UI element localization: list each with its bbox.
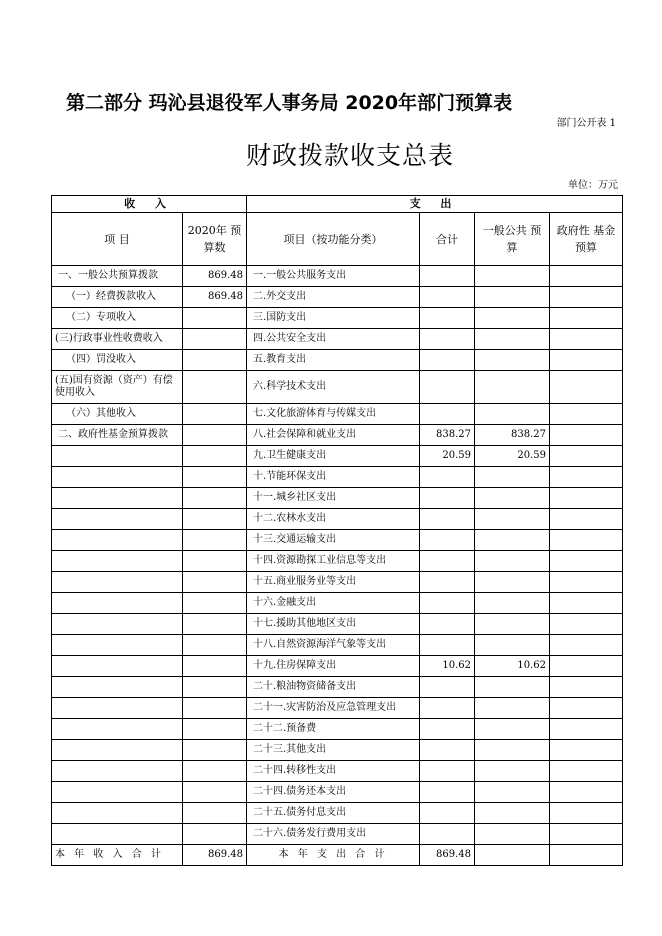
expense-item-cell: 四.公共安全支出 bbox=[247, 329, 420, 350]
income-amount-cell bbox=[183, 635, 247, 656]
expense-fund-cell bbox=[550, 572, 623, 593]
expense-general-cell bbox=[475, 719, 550, 740]
income-item-cell bbox=[52, 614, 183, 635]
expense-general-cell: 838.27 bbox=[475, 425, 550, 446]
expense-section-header: 支 出 bbox=[247, 196, 623, 213]
table-row bbox=[52, 803, 623, 824]
table-row bbox=[52, 698, 623, 719]
income-item-cell bbox=[52, 740, 183, 761]
expense-fund-cell bbox=[550, 614, 623, 635]
expense-general-cell bbox=[475, 467, 550, 488]
income-item-cell bbox=[52, 530, 183, 551]
expense-item-cell: 二十二.预备费 bbox=[247, 719, 420, 740]
expense-general-cell bbox=[475, 803, 550, 824]
expense-total-cell bbox=[420, 404, 475, 425]
income-item-cell bbox=[52, 467, 183, 488]
expense-item-cell: 八.社会保障和就业支出 bbox=[247, 425, 420, 446]
expense-total-cell bbox=[420, 824, 475, 845]
table-row bbox=[52, 572, 623, 593]
income-section-header: 收 入 bbox=[52, 196, 247, 213]
table-row bbox=[52, 467, 623, 488]
expense-general-cell: 10.62 bbox=[475, 656, 550, 677]
expense-item-cell: 二十六.债务发行费用支出 bbox=[247, 824, 420, 845]
expense-item-cell: 二十五.债务付息支出 bbox=[247, 803, 420, 824]
expense-general-header: 一般公共 预算 bbox=[475, 213, 550, 266]
expense-fund-cell bbox=[550, 635, 623, 656]
income-item-cell bbox=[52, 761, 183, 782]
table-row bbox=[52, 782, 623, 803]
income-amount-cell bbox=[183, 308, 247, 329]
income-amount-cell bbox=[183, 350, 247, 371]
expense-item-cell: 六.科学技术支出 bbox=[247, 371, 420, 404]
income-item-cell bbox=[52, 509, 183, 530]
income-amount-cell bbox=[183, 530, 247, 551]
expense-general-cell bbox=[475, 488, 550, 509]
income-item-cell: （二）专项收入 bbox=[52, 308, 183, 329]
income-amount-cell bbox=[183, 551, 247, 572]
income-item-cell bbox=[52, 782, 183, 803]
expense-general-cell bbox=[475, 509, 550, 530]
expense-general-cell bbox=[475, 266, 550, 287]
expense-item-header: 项目（按功能分类） bbox=[247, 213, 420, 266]
income-item-cell: 二、政府性基金预算拨款 bbox=[52, 425, 183, 446]
income-item-cell bbox=[52, 488, 183, 509]
expense-total-cell bbox=[420, 635, 475, 656]
expense-item-cell: 十五.商业服务业等支出 bbox=[247, 572, 420, 593]
part-title: 第二部分 玛沁县退役军人事务局 2020年部门预算表 bbox=[66, 92, 513, 114]
table-row bbox=[52, 719, 623, 740]
income-item-cell: （四）罚没收入 bbox=[52, 350, 183, 371]
expense-fund-cell bbox=[550, 488, 623, 509]
expense-total-cell bbox=[420, 572, 475, 593]
table-row bbox=[52, 266, 623, 287]
income-amount-cell bbox=[183, 698, 247, 719]
expense-fund-cell bbox=[550, 350, 623, 371]
expense-item-cell: 十九.住房保障支出 bbox=[247, 656, 420, 677]
expense-item-cell: 十七.援助其他地区支出 bbox=[247, 614, 420, 635]
expense-fund-total bbox=[550, 845, 623, 866]
expense-item-cell: 五.教育支出 bbox=[247, 350, 420, 371]
expense-total-cell bbox=[420, 614, 475, 635]
expense-item-cell: 三.国防支出 bbox=[247, 308, 420, 329]
expense-total-cell bbox=[420, 698, 475, 719]
table-row bbox=[52, 404, 623, 425]
expense-total-cell bbox=[420, 719, 475, 740]
income-amount-cell bbox=[183, 425, 247, 446]
expense-fund-cell bbox=[550, 677, 623, 698]
table-row bbox=[52, 551, 623, 572]
expense-fund-cell bbox=[550, 329, 623, 350]
expense-general-cell bbox=[475, 824, 550, 845]
expense-fund-cell bbox=[550, 782, 623, 803]
income-item-cell bbox=[52, 719, 183, 740]
table-row bbox=[52, 593, 623, 614]
expense-fund-cell bbox=[550, 530, 623, 551]
income-item-cell bbox=[52, 551, 183, 572]
table-row bbox=[52, 350, 623, 371]
expense-fund-cell bbox=[550, 509, 623, 530]
budget-table-body bbox=[52, 196, 623, 845]
expense-total-cell bbox=[420, 308, 475, 329]
expense-general-cell bbox=[475, 635, 550, 656]
expense-fund-header: 政府性 基金预算 bbox=[550, 213, 623, 266]
expense-fund-cell bbox=[550, 446, 623, 467]
expense-general-cell bbox=[475, 350, 550, 371]
expense-total-cell bbox=[420, 677, 475, 698]
table-row bbox=[52, 329, 623, 350]
expense-fund-cell bbox=[550, 266, 623, 287]
expense-total-cell: 20.59 bbox=[420, 446, 475, 467]
table-row bbox=[52, 761, 623, 782]
expense-item-cell: 二十.粮油物资储备支出 bbox=[247, 677, 420, 698]
income-amount-cell bbox=[183, 488, 247, 509]
income-amount-cell: 869.48 bbox=[183, 287, 247, 308]
income-item-cell bbox=[52, 698, 183, 719]
expense-item-cell: 十二.农林水支出 bbox=[247, 509, 420, 530]
income-total-amount: 869.48 bbox=[183, 845, 247, 866]
budget-table bbox=[51, 195, 623, 866]
expense-fund-cell bbox=[550, 551, 623, 572]
expense-fund-cell bbox=[550, 404, 623, 425]
expense-general-cell bbox=[475, 593, 550, 614]
expense-total-cell bbox=[420, 530, 475, 551]
table-row bbox=[52, 509, 623, 530]
unit-label: 单位：万元 bbox=[568, 180, 618, 191]
income-item-cell bbox=[52, 803, 183, 824]
income-amount-cell bbox=[183, 329, 247, 350]
expense-total-cell bbox=[420, 782, 475, 803]
expense-fund-cell bbox=[550, 824, 623, 845]
income-amount-cell bbox=[183, 656, 247, 677]
expense-item-cell: 七.文化旅游体育与传媒支出 bbox=[247, 404, 420, 425]
expense-fund-cell bbox=[550, 467, 623, 488]
income-item-cell bbox=[52, 572, 183, 593]
expense-general-cell bbox=[475, 614, 550, 635]
expense-general-cell bbox=[475, 761, 550, 782]
expense-general-cell bbox=[475, 551, 550, 572]
expense-item-cell: 十六.金融支出 bbox=[247, 593, 420, 614]
expense-item-cell: 十四.资源勘探工业信息等支出 bbox=[247, 551, 420, 572]
expense-fund-cell bbox=[550, 698, 623, 719]
income-amount-cell bbox=[183, 614, 247, 635]
expense-item-cell: 二十四.债务还本支出 bbox=[247, 782, 420, 803]
income-amount-cell bbox=[183, 404, 247, 425]
table-row bbox=[52, 614, 623, 635]
expense-fund-cell bbox=[550, 719, 623, 740]
expense-general-cell: 20.59 bbox=[475, 446, 550, 467]
table-row bbox=[52, 488, 623, 509]
expense-total-cell bbox=[420, 371, 475, 404]
totals-row bbox=[52, 845, 623, 866]
table-row bbox=[52, 656, 623, 677]
expense-general-cell bbox=[475, 572, 550, 593]
expense-total-cell bbox=[420, 761, 475, 782]
income-amount-cell bbox=[183, 467, 247, 488]
expense-total-cell bbox=[420, 803, 475, 824]
income-amount-cell bbox=[183, 509, 247, 530]
expense-total-cell: 10.62 bbox=[420, 656, 475, 677]
income-item-cell bbox=[52, 593, 183, 614]
expense-general-cell bbox=[475, 740, 550, 761]
expense-total-cell bbox=[420, 740, 475, 761]
expense-fund-cell bbox=[550, 308, 623, 329]
expense-general-cell bbox=[475, 329, 550, 350]
expense-total-cell bbox=[420, 509, 475, 530]
income-item-cell: 一、一般公共预算拨款 bbox=[52, 266, 183, 287]
income-amount-cell bbox=[183, 446, 247, 467]
expense-total-cell bbox=[420, 593, 475, 614]
expense-general-total bbox=[475, 845, 550, 866]
expense-general-cell bbox=[475, 287, 550, 308]
income-amount-cell bbox=[183, 677, 247, 698]
expense-total-amount: 869.48 bbox=[420, 845, 475, 866]
table-row bbox=[52, 740, 623, 761]
expense-fund-cell bbox=[550, 371, 623, 404]
expense-fund-cell bbox=[550, 740, 623, 761]
expense-item-cell: 十.节能环保支出 bbox=[247, 467, 420, 488]
expense-total-cell bbox=[420, 350, 475, 371]
expense-fund-cell bbox=[550, 803, 623, 824]
income-item-cell bbox=[52, 446, 183, 467]
expense-total-cell bbox=[420, 329, 475, 350]
income-amount-cell bbox=[183, 740, 247, 761]
expense-total-cell bbox=[420, 467, 475, 488]
expense-item-cell: 二十一.灾害防治及应急管理支出 bbox=[247, 698, 420, 719]
expense-item-cell: 十八.自然资源海洋气象等支出 bbox=[247, 635, 420, 656]
income-amount-header: 2020年 预算数 bbox=[183, 213, 247, 266]
expense-item-cell: 九.卫生健康支出 bbox=[247, 446, 420, 467]
income-item-cell: （六）其他收入 bbox=[52, 404, 183, 425]
expense-fund-cell bbox=[550, 656, 623, 677]
table-row bbox=[52, 824, 623, 845]
expense-general-cell bbox=[475, 782, 550, 803]
income-amount-cell bbox=[183, 782, 247, 803]
expense-general-cell bbox=[475, 530, 550, 551]
income-amount-cell: 869.48 bbox=[183, 266, 247, 287]
expense-item-cell: 一.一般公共服务支出 bbox=[247, 266, 420, 287]
expense-item-cell: 二.外交支出 bbox=[247, 287, 420, 308]
expense-item-cell: 二十四.转移性支出 bbox=[247, 761, 420, 782]
expense-total-cell: 838.27 bbox=[420, 425, 475, 446]
table-row bbox=[52, 371, 623, 404]
expense-total-cell bbox=[420, 287, 475, 308]
table-row bbox=[52, 635, 623, 656]
expense-item-cell: 二十三.其他支出 bbox=[247, 740, 420, 761]
table-row bbox=[52, 677, 623, 698]
income-item-cell: (五)国有资源（资产）有偿使用收入 bbox=[52, 371, 183, 404]
income-item-cell: (三)行政事业性收费收入 bbox=[52, 329, 183, 350]
section-header-row bbox=[52, 196, 623, 213]
expense-total-cell bbox=[420, 266, 475, 287]
expense-fund-cell bbox=[550, 761, 623, 782]
income-amount-cell bbox=[183, 593, 247, 614]
income-item-header: 项 目 bbox=[52, 213, 183, 266]
table-row bbox=[52, 446, 623, 467]
expense-general-cell bbox=[475, 677, 550, 698]
expense-general-cell bbox=[475, 404, 550, 425]
income-amount-cell bbox=[183, 803, 247, 824]
expense-total-cell bbox=[420, 551, 475, 572]
expense-general-cell bbox=[475, 371, 550, 404]
expense-fund-cell bbox=[550, 425, 623, 446]
income-item-cell bbox=[52, 677, 183, 698]
expense-fund-cell bbox=[550, 287, 623, 308]
expense-total-header: 合计 bbox=[420, 213, 475, 266]
expense-item-cell: 十一.城乡社区支出 bbox=[247, 488, 420, 509]
expense-total-label: 本 年 支 出 合 计 bbox=[247, 845, 420, 866]
table-row bbox=[52, 425, 623, 446]
expense-general-cell bbox=[475, 698, 550, 719]
income-item-cell: （一）经费拨款收入 bbox=[52, 287, 183, 308]
income-amount-cell bbox=[183, 761, 247, 782]
expense-item-cell: 十三.交通运输支出 bbox=[247, 530, 420, 551]
form-id: 部门公开表 1 bbox=[556, 118, 616, 129]
income-amount-cell bbox=[183, 572, 247, 593]
income-amount-cell bbox=[183, 371, 247, 404]
income-total-label: 本 年 收 入 合 计 bbox=[52, 845, 183, 866]
table-row bbox=[52, 530, 623, 551]
expense-total-cell bbox=[420, 488, 475, 509]
column-header-row bbox=[52, 213, 623, 266]
income-item-cell bbox=[52, 656, 183, 677]
expense-general-cell bbox=[475, 308, 550, 329]
income-amount-cell bbox=[183, 719, 247, 740]
income-item-cell bbox=[52, 824, 183, 845]
table-row bbox=[52, 308, 623, 329]
expense-fund-cell bbox=[550, 593, 623, 614]
page-title: 财政拨款收支总表 bbox=[245, 141, 454, 170]
income-amount-cell bbox=[183, 824, 247, 845]
income-item-cell bbox=[52, 635, 183, 656]
table-row bbox=[52, 287, 623, 308]
